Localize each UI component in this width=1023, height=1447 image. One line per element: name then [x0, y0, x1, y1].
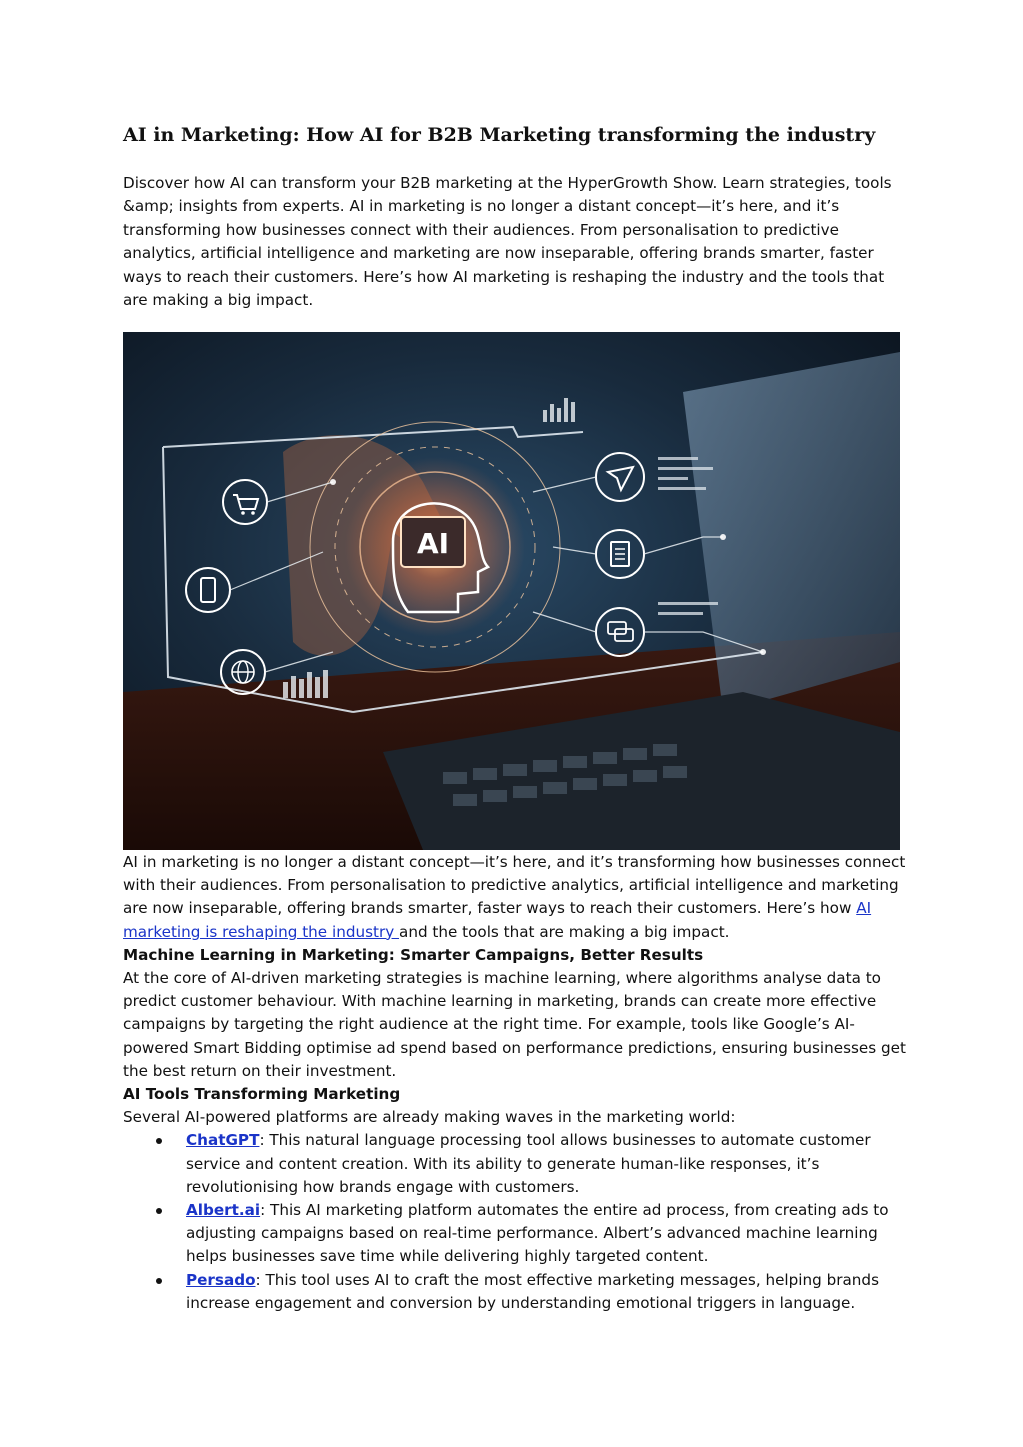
section-heading-machine-learning: Machine Learning in Marketing: Smarter Campaigns, Better Results [123, 945, 704, 964]
list-item [123, 1129, 913, 1199]
page-title: AI in Marketing: How AI for B2B Marketing transforming the industry [123, 124, 876, 146]
chatgpt-link[interactable]: ChatGPT [186, 1131, 260, 1150]
list-item [123, 1269, 913, 1315]
ai-chip-label: AI [416, 527, 450, 560]
tools-list [123, 1129, 913, 1315]
paragraph-text-before-link: AI in marketing is no longer a distant concept—it’s here, and it’s transforming how businesses connect with their audiences. From personalisation to predictive analytics, artificial intelligence and marketing are now inseparable, offering brands smarter, faster ways to reach their customers. Here’s how [123, 853, 906, 918]
albert-ai-link[interactable]: Albert.ai [186, 1201, 261, 1220]
paragraph-ai-marketing [123, 851, 913, 944]
paragraph-ai-tools-intro: Several AI-powered platforms are already making waves in the marketing world: [123, 1108, 736, 1127]
bullet-icon [156, 1208, 162, 1214]
article-body [123, 851, 913, 1315]
tool-description: : This tool uses AI to craft the most effective marketing messages, helping brands increase engagement and conversion by understanding emotional triggers in language. [186, 1270, 879, 1312]
paragraph-text-after-link: and the tools that are making a big impact. [399, 922, 730, 941]
list-item [123, 1199, 913, 1269]
section-heading-ai-tools: AI Tools Transforming Marketing [123, 1085, 401, 1104]
bullet-icon [156, 1138, 162, 1144]
persado-link[interactable]: Persado [186, 1270, 256, 1289]
bullet-icon [156, 1278, 162, 1284]
intro-paragraph: Discover how AI can transform your B2B marketing at the HyperGrowth Show. Learn strategies, tools &amp; insights from experts. AI in marketing is no longer a distant concept—it’s here, and it’s transforming how businesses connect with their audiences. From personalisation to predictive analytics, artificial intelligence and marketing are now inseparable, offering brands smarter, faster ways to reach their customers. Here’s how AI marketing is reshaping the industry and the tools that are making a big impact. [123, 174, 892, 310]
hero-image [123, 332, 900, 850]
paragraph-machine-learning: At the core of AI-driven marketing strategies is machine learning, where algorithms analyse data to predict customer behaviour. With machine learning in marketing, brands can create more effective campaigns by targeting the right audience at the right time. For example, tools like Google’s AI-powered Smart Bidding optimise ad spend based on performance predictions, ensuring businesses get the best return on their investment. [123, 969, 906, 1080]
ai-marketing-link[interactable]: AI marketing is reshaping the industry [123, 899, 872, 941]
tool-description: : This AI marketing platform automates the entire ad process, from creating ads to adjusting campaigns based on real-time performance. Albert’s advanced machine learning helps businesses save time while delivering highly targeted content. [186, 1201, 889, 1266]
tool-description: : This natural language processing tool allows businesses to automate customer service and content creation. With its ability to generate human-like responses, it’s revolutionising how brands engage with customers. [186, 1131, 871, 1196]
